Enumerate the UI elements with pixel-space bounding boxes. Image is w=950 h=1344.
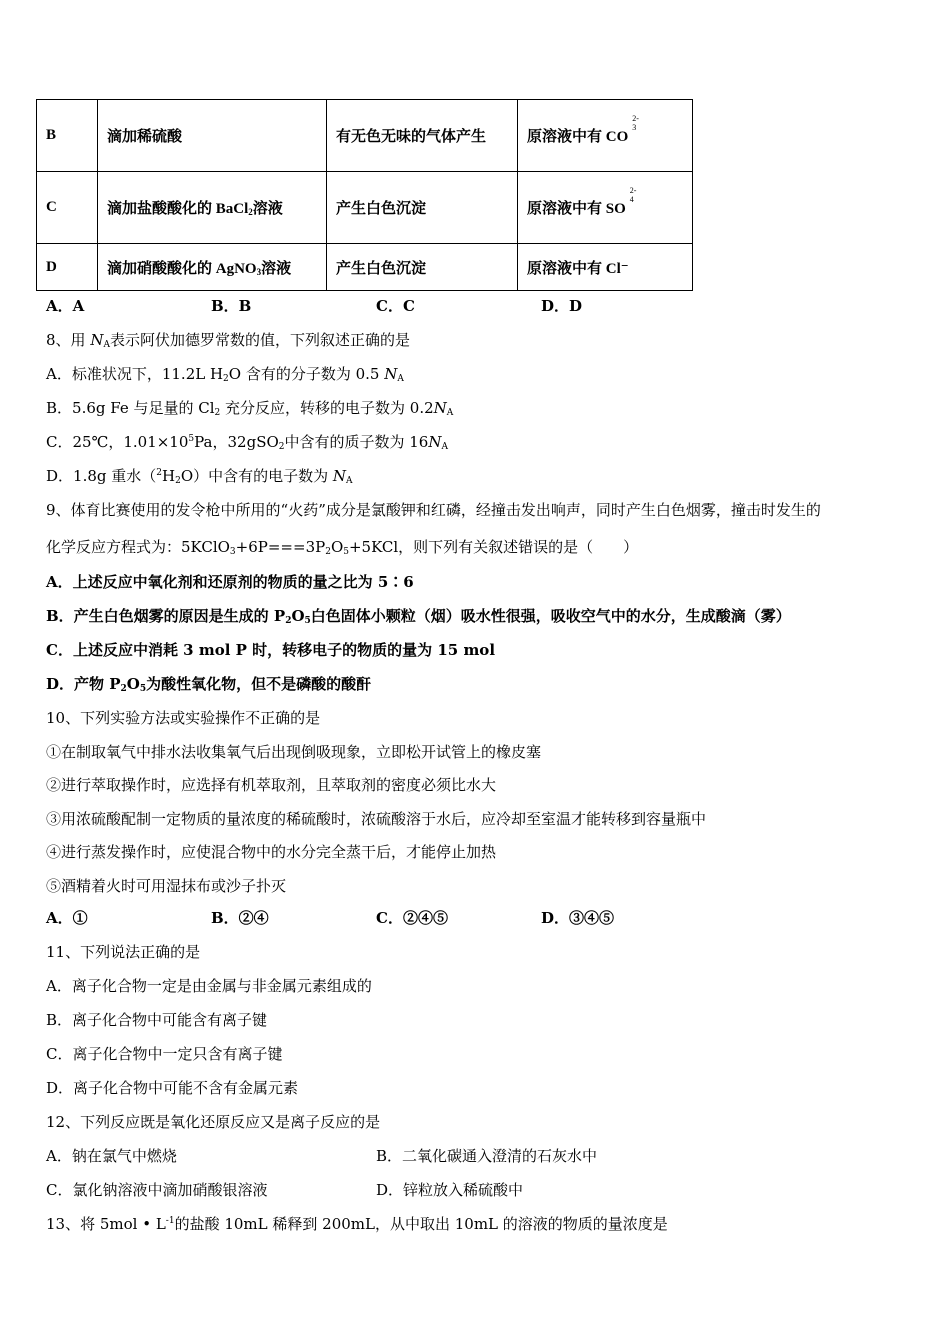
q8-option-d[interactable]: D．1.8g 重水$(^2H_2O)$中含有的电子数为 $N_A$ [46,467,353,486]
q10-option-c[interactable]: C．②④⑤ [376,909,448,927]
q10-option-b[interactable]: B．②④ [211,909,269,927]
row-label: D [37,244,98,291]
conclusion-cell: 原溶液中有 CO 2- 3 [518,100,693,172]
q12-option-b[interactable]: B．二氧化碳通入澄清的石灰水中 [376,1147,598,1165]
row-label: B [37,100,98,172]
table-row [37,244,693,291]
q12-option-c[interactable]: C．氯化钠溶液中滴加硝酸银溶液 [46,1181,268,1199]
q12-option-d[interactable]: D．锌粒放入稀硫酸中 [376,1181,524,1199]
q7-option-a[interactable]: A．A [46,297,85,315]
q8-option-a[interactable]: A．标准状况下，11.2L $H_2O$ 含有的分子数为 0.5 $N_A$ [46,365,404,384]
q10-option-d[interactable]: D．③④⑤ [541,909,615,927]
q12-option-a[interactable]: A．钠在氯气中燃烧 [46,1147,177,1165]
q9-option-c[interactable]: C．上述反应中消耗 3 mol P 时，转移电子的物质的量为 15 mol [46,641,496,659]
q7-option-d[interactable]: D．D [541,297,583,315]
conclusion-cell: 原溶液中有 SO 2- 4 [518,172,693,244]
q10-item-3: ③用浓硫酸配制一定物质的量浓度的稀硫酸时，浓硫酸溶于水后，应冷却至室温才能转移到容量瓶中 [46,810,707,828]
q7-option-c[interactable]: C．C [376,297,415,315]
row-label: C [37,172,98,244]
operation-cell: 滴加硝酸酸化的 AgNO$_3$溶液 [98,244,327,291]
q8-stem: 8、用 $N_A$表示阿伏加德罗常数的值，下列叙述正确的是 [46,331,410,350]
q7-option-b[interactable]: B．B [211,297,252,315]
q9-stem-line2: 化学反应方程式为：$5KClO_3+6P===3P_2O_5+5KCl$，则下列有关叙述错误的是（ ） [46,538,639,557]
q8-option-b[interactable]: B．5.6g Fe 与足量的 $Cl_2$ 充分反应，转移的电子数为 $0.2N_A$ [46,399,454,418]
phenomenon-cell: 产生白色沉淀 [327,244,518,291]
q10-item-1: ①在制取氧气中排水法收集氧气后出现倒吸现象，立即松开试管上的橡皮塞 [46,743,542,761]
phenomenon-cell: 有无色无味的气体产生 [327,100,518,172]
q13-stem: 13、将 5mol • $L^{-1}$的盐酸 10mL 稀释到 200mL，从中取出 10mL 的溶液的物质的量浓度是 [46,1215,668,1233]
table-row [37,172,693,244]
phenomenon-cell: 产生白色沉淀 [327,172,518,244]
ion-charge: 2- 4 [629,186,637,204]
q10-item-5: ⑤酒精着火时可用湿抹布或沙子扑灭 [46,877,287,895]
q11-option-b[interactable]: B．离子化合物中可能含有离子键 [46,1011,268,1029]
operation-cell: 滴加稀硫酸 [98,100,327,172]
q9-stem-line1: 9、体育比赛使用的发令枪中所用的“火药”成分是氯酸钾和红磷，经撞击发出响声，同时产生白色烟雾，撞击时发生的 [46,501,821,519]
conclusion-cell: 原溶液中有 Cl⁻ [518,244,693,291]
operation-cell: 滴加盐酸酸化的 BaCl$_2$溶液 [98,172,327,244]
ion-charge: 2- 3 [632,114,639,132]
q10-item-2: ②进行萃取操作时，应选择有机萃取剂，且萃取剂的密度必须比水大 [46,776,497,794]
q8-option-c[interactable]: C．25℃，$1.01\times 10^5Pa$，32gSO$_2$中含有的质子数为 $16N_A$ [46,433,448,452]
experiment-table [36,99,693,291]
q11-option-c[interactable]: C．离子化合物中一定只含有离子键 [46,1045,283,1063]
q9-option-b[interactable]: B．产生白色烟雾的原因是生成的 $P_2O_5$白色固体小颗粒（烟）吸水性很强，吸收空气中的水分，生成酸滴（雾） [46,607,791,626]
q10-stem: 10、下列实验方法或实验操作不正确的是 [46,709,321,727]
q11-option-a[interactable]: A．离子化合物一定是由金属与非金属元素组成的 [46,977,372,995]
q9-option-a[interactable]: A．上述反应中氧化剂和还原剂的物质的量之比为 5∶6 [46,573,414,591]
q10-item-4: ④进行蒸发操作时，应使混合物中的水分完全蒸干后，才能停止加热 [46,843,497,861]
table-row [37,100,693,172]
q10-option-a[interactable]: A．① [46,909,88,927]
q11-option-d[interactable]: D．离子化合物中可能不含有金属元素 [46,1079,299,1097]
q9-option-d[interactable]: D．产物 $P_2O_5$为酸性氧化物，但不是磷酸的酸酐 [46,675,372,694]
q12-stem: 12、下列反应既是氧化还原反应又是离子反应的是 [46,1113,381,1131]
q11-stem: 11、下列说法正确的是 [46,943,201,961]
